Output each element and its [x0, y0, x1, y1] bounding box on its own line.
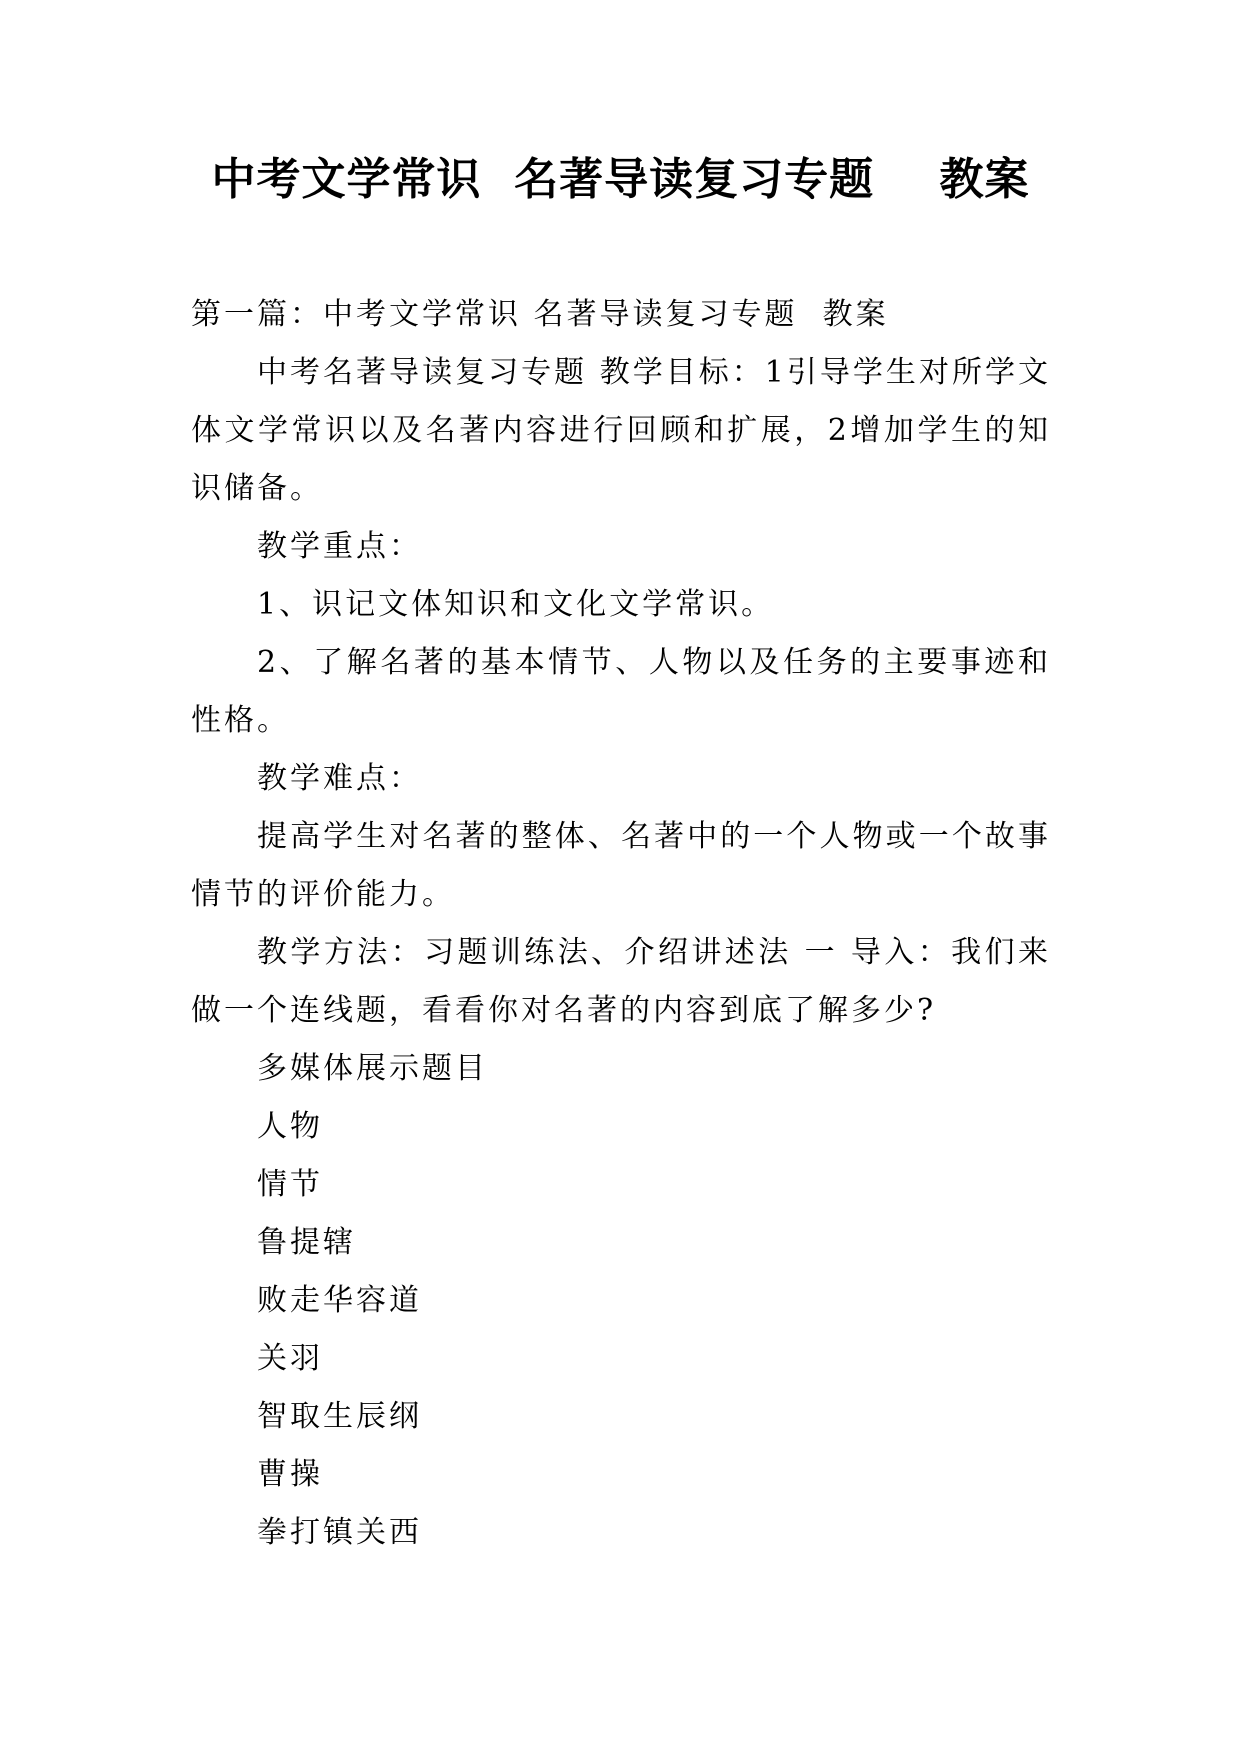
list-item: 败走华容道 [257, 1283, 422, 1318]
paragraph-teaching-method: 教学方法：习题训练法、介绍讲述法 一 导入：我们来做一个连线题，看看你对名著的内容到底了解多少? [191, 935, 1051, 1028]
document-body [191, 286, 1051, 1562]
list-item: 鲁提辖 [257, 1225, 356, 1260]
list-item: 拳打镇关西 [257, 1515, 422, 1550]
paragraph-part-heading: 第一篇：中考文学常识 名著导读复习专题 教案 [191, 297, 889, 332]
paragraph-teaching-goals: 中考名著导读复习专题 教学目标：1引导学生对所学文体文学常识以及名著内容进行回顾和扩展，2增加学生的知识储备。 [191, 355, 1051, 506]
list-item: 多媒体展示题目 [257, 1051, 488, 1086]
list-item: 智取生辰纲 [257, 1399, 422, 1434]
list-item: 情节 [257, 1167, 323, 1202]
list-item: 人物 [257, 1109, 323, 1144]
paragraph-key-point-2: 2、了解名著的基本情节、人物以及任务的主要事迹和性格。 [191, 645, 1051, 738]
list-item: 关羽 [257, 1341, 323, 1376]
list-item: 曹操 [257, 1457, 323, 1492]
document-title: 中考文学常识 名著导读复习专题 教案 [211, 154, 1030, 205]
paragraph-difficulty: 提高学生对名著的整体、名著中的一个人物或一个故事情节的评价能力。 [191, 819, 1051, 912]
paragraph-key-points-heading: 教学重点： [257, 529, 422, 564]
paragraph-difficulty-heading: 教学难点： [257, 761, 422, 796]
paragraph-key-point-1: 1、识记文体知识和文化文学常识。 [257, 587, 775, 622]
